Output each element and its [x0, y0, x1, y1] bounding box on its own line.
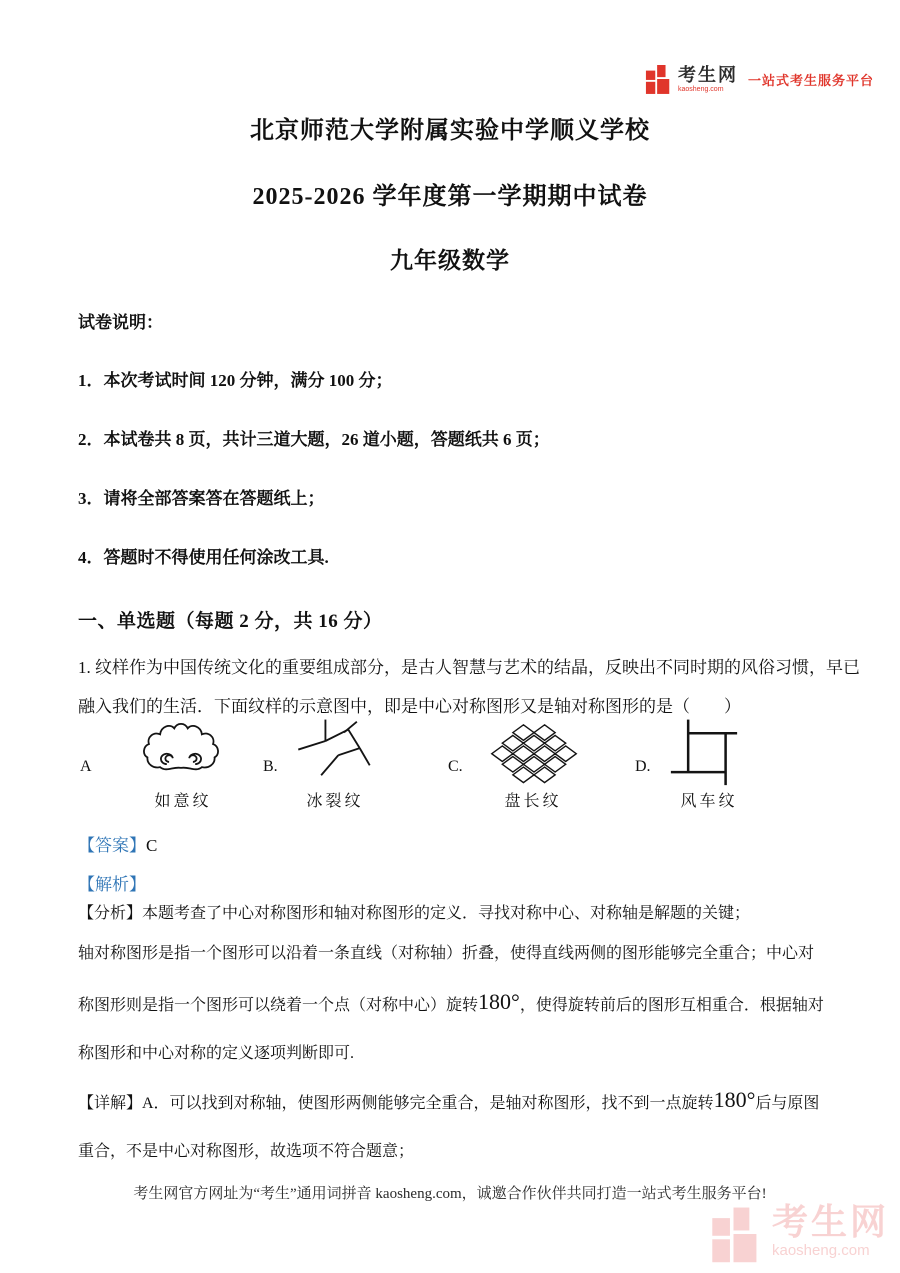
watermark-text-block	[772, 1201, 890, 1259]
analysis-line-3-post: ，使得旋转前后的图形互相重合．根据轴对	[519, 997, 824, 1014]
analysis-line-2: 轴对称图形是指一个图形可以沿着一条直线（对称轴）折叠，使得直线两侧的图形能够完全重合；中心对	[78, 945, 815, 962]
instructions-heading: 试卷说明：	[78, 313, 163, 332]
detail-line-1-post: 后与原图	[755, 1095, 820, 1112]
rotation-angle-formula-2: 180°	[713, 1087, 756, 1112]
option-a-caption: 如意纹	[154, 793, 212, 810]
section-heading: 一、单选题（每题 2 分，共 16 分）	[78, 611, 383, 632]
answer-row	[78, 831, 157, 856]
ice-crack-pattern-image	[294, 716, 374, 786]
instruction-item-4: 4．答题时不得使用任何涂改工具.	[78, 548, 329, 567]
analysis-line-1: 【分析】本题考查了中心对称图形和轴对称图形的定义．寻找对称中心、对称轴是解题的关键；	[78, 905, 751, 922]
answer-label: 【答案】	[78, 836, 146, 855]
option-d-caption: 风车纹	[680, 793, 738, 810]
question1-text-line2: 融入我们的生活．下面纹样的示意图中，即是中心对称图形又是轴对称图形的是（ ）	[78, 697, 741, 716]
kaosheng-logo-icon	[645, 62, 673, 96]
analysis-line-3	[78, 990, 824, 1016]
analysis-line-4: 称图形和中心对称的定义逐项判断即可.	[78, 1045, 355, 1062]
instruction-item-3: 3．请将全部答案答在答题纸上；	[78, 489, 325, 508]
detail-line-1	[78, 1088, 819, 1114]
watermark-brand-domain: kaosheng.com	[772, 1242, 870, 1259]
brand-tagline: 一站式考生服务平台	[748, 72, 875, 88]
rotation-angle-formula: 180°	[478, 989, 520, 1014]
subject-title: 九年级数学	[390, 248, 510, 273]
instruction-item-2: 2．本试卷共 8 页，共计三道大题，26 道小题，答题纸共 6 页；	[78, 430, 550, 449]
instruction-item-1: 1．本次考试时间 120 分钟，满分 100 分；	[78, 371, 393, 390]
option-b-caption: 冰裂纹	[306, 793, 364, 810]
option-c-label: C.	[448, 758, 463, 775]
question1-text-line1: 1. 纹样作为中国传统文化的重要组成部分，是古人智慧与艺术的结晶，反映出不同时期的风俗习惯，早已	[78, 658, 860, 677]
watermark	[710, 1201, 890, 1264]
option-a-label: A	[80, 758, 92, 775]
watermark-logo-icon	[710, 1204, 764, 1264]
footer-note: 考生网官方网址为“考生”通用词拼音 kaosheng.com，诚邀合作伙伴共同打造一站式考生服务平台!	[133, 1186, 767, 1202]
endless-knot-pattern-image	[490, 722, 578, 784]
option-d-label: D.	[635, 758, 651, 775]
analysis-label: 【解析】	[78, 875, 146, 894]
detail-line-2: 重合，不是中心对称图形，故选项不符合题意；	[78, 1143, 415, 1160]
watermark-brand-name: 考生网	[772, 1201, 890, 1242]
term-title: 2025-2026 学年度第一学期期中试卷	[252, 184, 648, 210]
brand-text-block	[678, 66, 738, 93]
pinwheel-pattern-image	[668, 714, 740, 790]
brand-logo	[645, 58, 874, 100]
analysis-line-3-pre: 称图形则是指一个图形可以绕着一个点（对称中心）旋转	[78, 997, 479, 1014]
school-title: 北京师范大学附属实验中学顺义学校	[250, 118, 650, 144]
option-b-label: B.	[263, 758, 278, 775]
brand-name: 考生网	[678, 64, 738, 85]
brand-domain: kaosheng.com	[678, 85, 724, 93]
detail-line-1-pre: 【详解】A．可以找到对称轴，使图形两侧能够完全重合，是轴对称图形，找不到一点旋转	[78, 1095, 714, 1112]
option-c-caption: 盘长纹	[504, 793, 562, 810]
answer-value: C	[146, 836, 158, 855]
ruyi-cloud-pattern-image	[140, 716, 222, 784]
